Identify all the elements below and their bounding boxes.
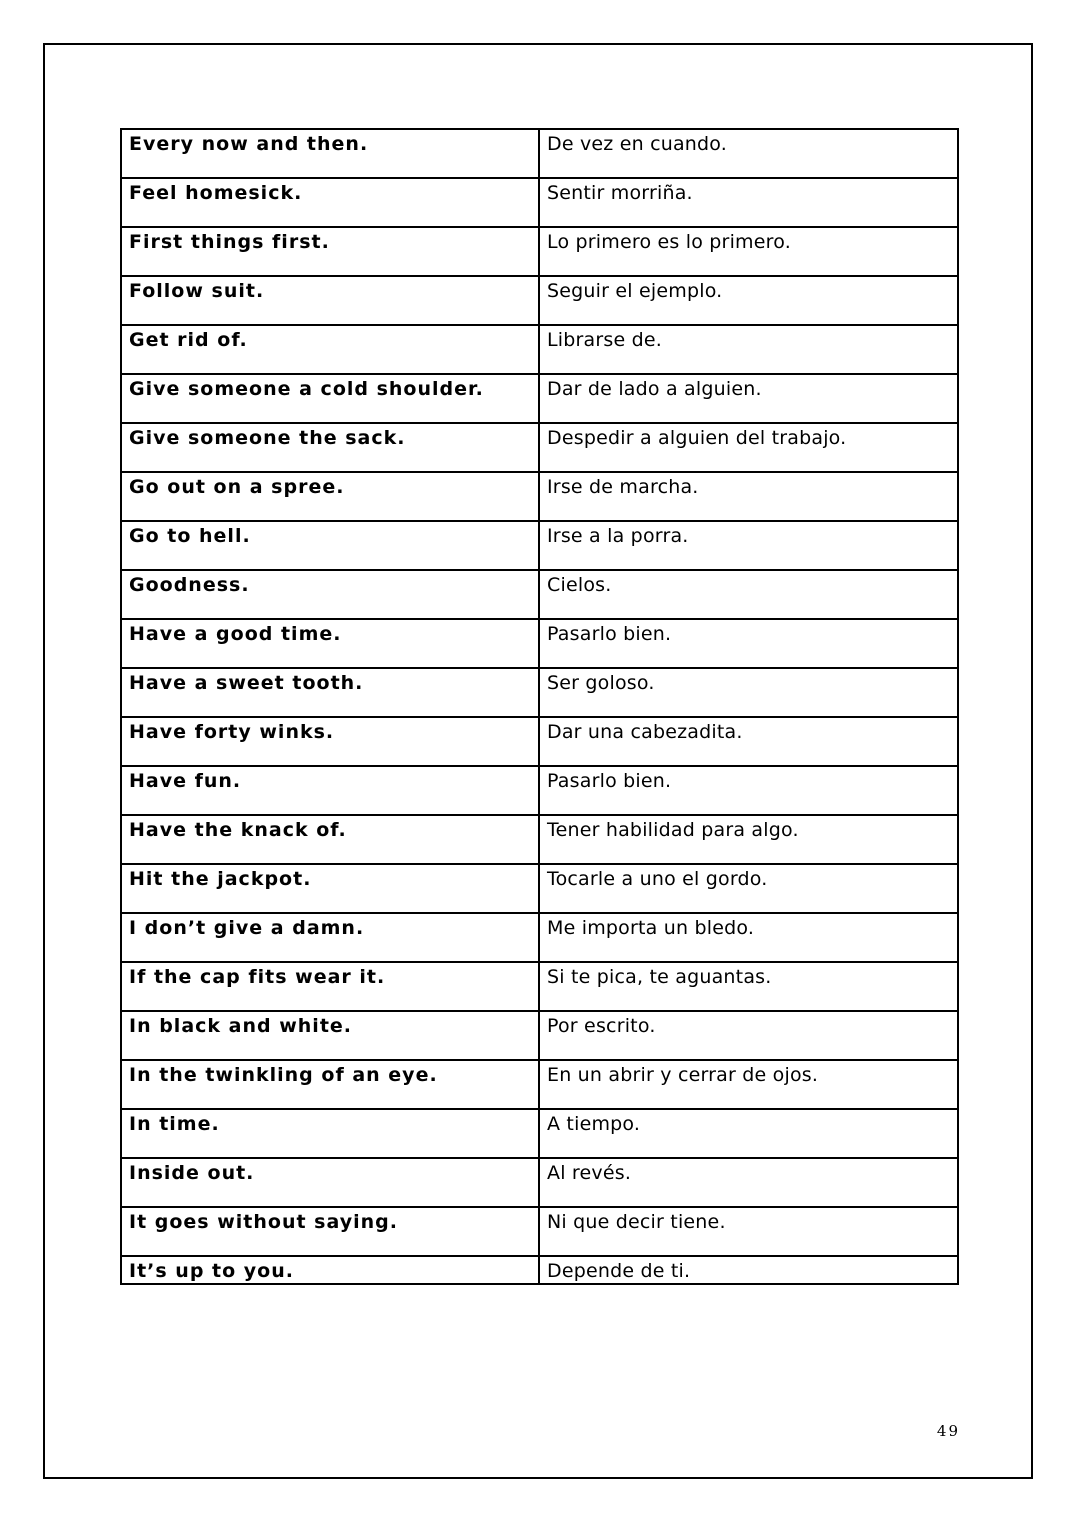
spanish-translation: Por escrito. xyxy=(539,1011,958,1060)
table-row xyxy=(121,423,958,472)
page-number: 49 xyxy=(936,1422,960,1440)
english-idiom: Go out on a spree. xyxy=(121,472,539,521)
table-row xyxy=(121,717,958,766)
spanish-translation: Al revés. xyxy=(539,1158,958,1207)
english-idiom: I don’t give a damn. xyxy=(121,913,539,962)
table-row xyxy=(121,374,958,423)
table-row xyxy=(121,668,958,717)
spanish-translation: Dar una cabezadita. xyxy=(539,717,958,766)
spanish-translation: Tener habilidad para algo. xyxy=(539,815,958,864)
spanish-translation: Me importa un bledo. xyxy=(539,913,958,962)
english-idiom: Have a good time. xyxy=(121,619,539,668)
table-row xyxy=(121,521,958,570)
spanish-translation: Despedir a alguien del trabajo. xyxy=(539,423,958,472)
english-idiom: Every now and then. xyxy=(121,129,539,178)
table-row xyxy=(121,913,958,962)
spanish-translation: Pasarlo bien. xyxy=(539,619,958,668)
table-row xyxy=(121,766,958,815)
table-row xyxy=(121,1011,958,1060)
spanish-translation: Si te pica, te aguantas. xyxy=(539,962,958,1011)
english-idiom: Hit the jackpot. xyxy=(121,864,539,913)
english-idiom: Give someone a cold shoulder. xyxy=(121,374,539,423)
english-idiom: If the cap fits wear it. xyxy=(121,962,539,1011)
table-row xyxy=(121,1060,958,1109)
english-idiom: First things first. xyxy=(121,227,539,276)
spanish-translation: Ni que decir tiene. xyxy=(539,1207,958,1256)
spanish-translation: Irse de marcha. xyxy=(539,472,958,521)
english-idiom: Have a sweet tooth. xyxy=(121,668,539,717)
spanish-translation: En un abrir y cerrar de ojos. xyxy=(539,1060,958,1109)
table-row xyxy=(121,815,958,864)
idioms-table xyxy=(120,128,959,1285)
spanish-translation: Librarse de. xyxy=(539,325,958,374)
table-row xyxy=(121,1256,958,1284)
table-row xyxy=(121,1207,958,1256)
spanish-translation: Irse a la porra. xyxy=(539,521,958,570)
english-idiom: In the twinkling of an eye. xyxy=(121,1060,539,1109)
table-row xyxy=(121,227,958,276)
spanish-translation: Seguir el ejemplo. xyxy=(539,276,958,325)
spanish-translation: Ser goloso. xyxy=(539,668,958,717)
table-row xyxy=(121,1158,958,1207)
english-idiom: It goes without saying. xyxy=(121,1207,539,1256)
table-row xyxy=(121,276,958,325)
english-idiom: Get rid of. xyxy=(121,325,539,374)
spanish-translation: A tiempo. xyxy=(539,1109,958,1158)
spanish-translation: Tocarle a uno el gordo. xyxy=(539,864,958,913)
table-row xyxy=(121,570,958,619)
english-idiom: In black and white. xyxy=(121,1011,539,1060)
table-row xyxy=(121,1109,958,1158)
english-idiom: Go to hell. xyxy=(121,521,539,570)
table-row xyxy=(121,962,958,1011)
english-idiom: Give someone the sack. xyxy=(121,423,539,472)
table-row xyxy=(121,864,958,913)
spanish-translation: Lo primero es lo primero. xyxy=(539,227,958,276)
english-idiom: It’s up to you. xyxy=(121,1256,539,1284)
english-idiom: Feel homesick. xyxy=(121,178,539,227)
spanish-translation: De vez en cuando. xyxy=(539,129,958,178)
spanish-translation: Dar de lado a alguien. xyxy=(539,374,958,423)
english-idiom: In time. xyxy=(121,1109,539,1158)
english-idiom: Have the knack of. xyxy=(121,815,539,864)
spanish-translation: Sentir morriña. xyxy=(539,178,958,227)
english-idiom: Goodness. xyxy=(121,570,539,619)
spanish-translation: Cielos. xyxy=(539,570,958,619)
table-row xyxy=(121,472,958,521)
english-idiom: Follow suit. xyxy=(121,276,539,325)
english-idiom: Have forty winks. xyxy=(121,717,539,766)
table-row xyxy=(121,325,958,374)
english-idiom: Have fun. xyxy=(121,766,539,815)
spanish-translation: Depende de ti. xyxy=(539,1256,958,1284)
table-row xyxy=(121,129,958,178)
english-idiom: Inside out. xyxy=(121,1158,539,1207)
table-row xyxy=(121,178,958,227)
spanish-translation: Pasarlo bien. xyxy=(539,766,958,815)
idioms-table-body xyxy=(121,129,958,1284)
table-row xyxy=(121,619,958,668)
